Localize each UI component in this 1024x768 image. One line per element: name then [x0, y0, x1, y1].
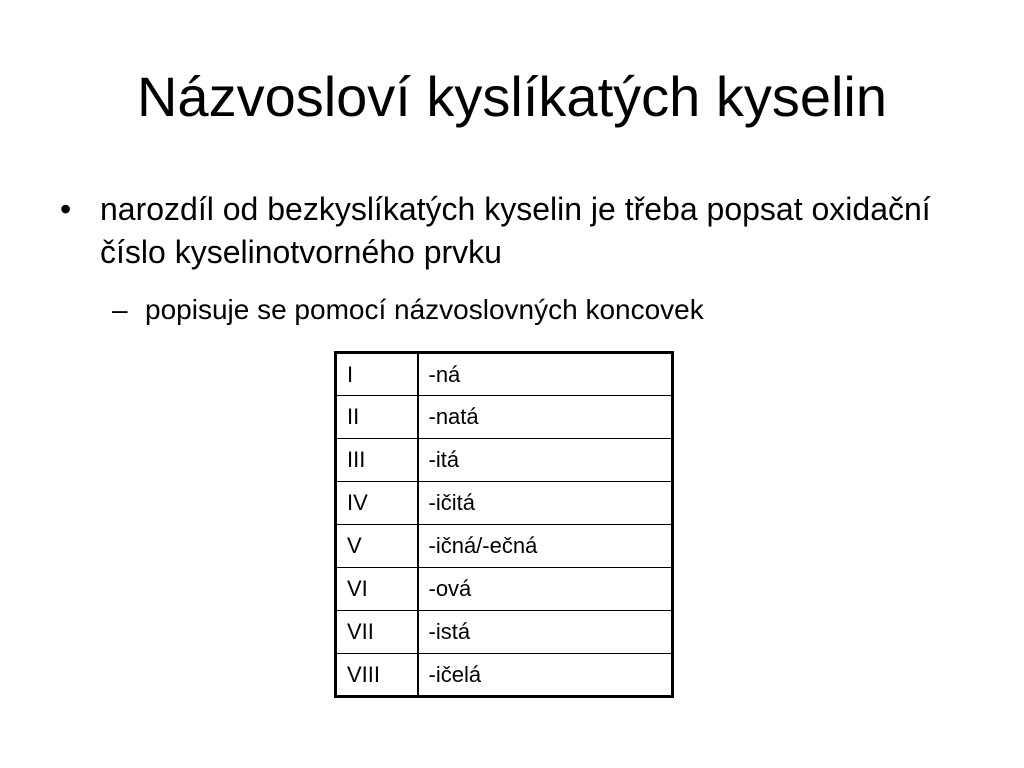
oxidation-number-cell: V [336, 525, 418, 568]
table-row [336, 654, 673, 697]
oxidation-number-cell: VIII [336, 654, 418, 697]
sub-bullet-marker: – [112, 294, 128, 325]
suffix-cell: -natá [418, 396, 673, 439]
bullet-item [60, 188, 940, 274]
table-row [336, 439, 673, 482]
suffix-cell: -ičitá [418, 482, 673, 525]
table-row [336, 568, 673, 611]
suffix-cell: -ová [418, 568, 673, 611]
suffix-cell: -istá [418, 611, 673, 654]
table-row [336, 525, 673, 568]
bullet-marker: • [60, 191, 72, 227]
oxidation-number-cell: IV [336, 482, 418, 525]
oxidation-number-cell: III [336, 439, 418, 482]
sub-bullet-text: popisuje se pomocí názvoslovných koncovek [145, 294, 704, 325]
suffix-cell: -ičná/-ečná [418, 525, 673, 568]
bullet-text: narozdíl od bezkyslíkatých kyselin je třeba popsat oxidační číslo kyselinotvorného prvku [100, 191, 931, 270]
oxidation-number-cell: VI [336, 568, 418, 611]
table-row [336, 482, 673, 525]
sub-bullet-item [112, 292, 932, 328]
table-row [336, 353, 673, 396]
suffix-cell: -itá [418, 439, 673, 482]
oxidation-number-cell: II [336, 396, 418, 439]
slide-title: Názvosloví kyslíkatých kyselin [136, 65, 887, 128]
oxidation-number-cell: I [336, 353, 418, 396]
suffix-cell: -ičelá [418, 654, 673, 697]
table-row [336, 611, 673, 654]
suffix-table [334, 351, 674, 698]
table-row [336, 396, 673, 439]
oxidation-number-cell: VII [336, 611, 418, 654]
suffix-cell: -ná [418, 353, 673, 396]
